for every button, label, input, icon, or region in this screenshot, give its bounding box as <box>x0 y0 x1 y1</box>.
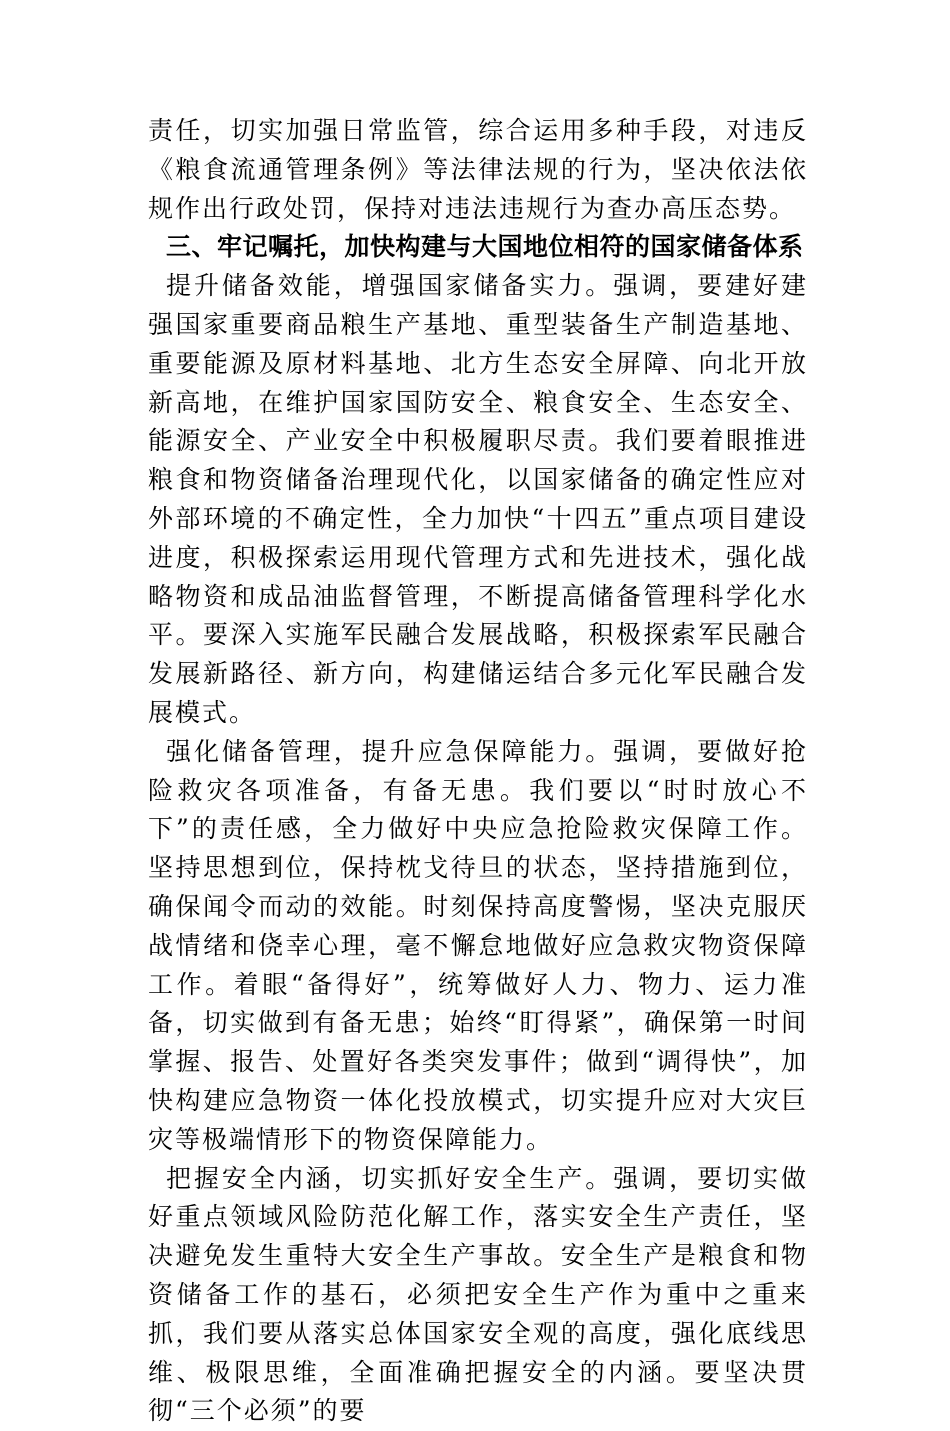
document-page <box>148 112 808 1431</box>
paragraph-safety-production: 把握安全内涵，切实抓好安全生产。强调，要切实做好重点领域风险防范化解工作，落实安全生产责任，坚决避免发生重特大安全生产事故。安全生产是粮食和物资储备工作的基石，必须把安全生产作为重中之重来抓，我们要从落实总体国家安全观的高度，强化底线思维、极限思维，全面准确把握安全的内涵。要坚决贯彻“三个必须”的要 <box>148 1163 808 1426</box>
paragraph-reserve-efficiency: 提升储备效能，增强国家储备实力。强调，要建好建强国家重要商品粮生产基地、重型装备生产制造基地、重要能源及原材料基地、北方生态安全屏障、向北开放新高地，在维护国家国防安全、粮食安全、生态安全、能源安全、产业安全中积极履职尽责。我们要着眼推进粮食和物资储备治理现代化，以国家储备的确定性应对外部环境的不确定性，全力加快“十四五”重点项目建设进度，积极探索运用现代管理方式和先进技术，强化战略物资和成品油监督管理，不断提高储备管理科学化水平。要深入实施军民融合发展战略，积极探索军民融合发展新路径、新方向，构建储运结合多元化军民融合发展模式。 <box>148 271 808 727</box>
paragraph-emergency-support: 强化储备管理，提升应急保障能力。强调，要做好抢险救灾各项准备，有备无患。我们要以“时时放心不下”的责任感，全力做好中央应急抢险救灾保障工作。坚持思想到位，保持枕戈待旦的状态，坚持措施到位，确保闻令而动的效能。时刻保持高度警惕，坚决克服厌战情绪和侥幸心理，毫不懈怠地做好应急救灾物资保障工作。着眼“备得好”，统筹做好人力、物力、运力准备，切实做到有备无患；始终“盯得紧”，确保第一时间掌握、报告、处置好各类突发事件；做到“调得快”，加快构建应急物资一体化投放模式，切实提升应对大灾巨灾等极端情形下的物资保障能力。 <box>148 736 808 1154</box>
section-heading: 三、牢记嘱托，加快构建与大国地位相符的国家储备体系 <box>166 232 804 262</box>
paragraph-continuation: 责任，切实加强日常监管，综合运用多种手段，对违反《粮食流通管理条例》等法律法规的行为，坚决依法依规作出行政处罚，保持对违法违规行为查办高压态势。 <box>148 116 808 223</box>
